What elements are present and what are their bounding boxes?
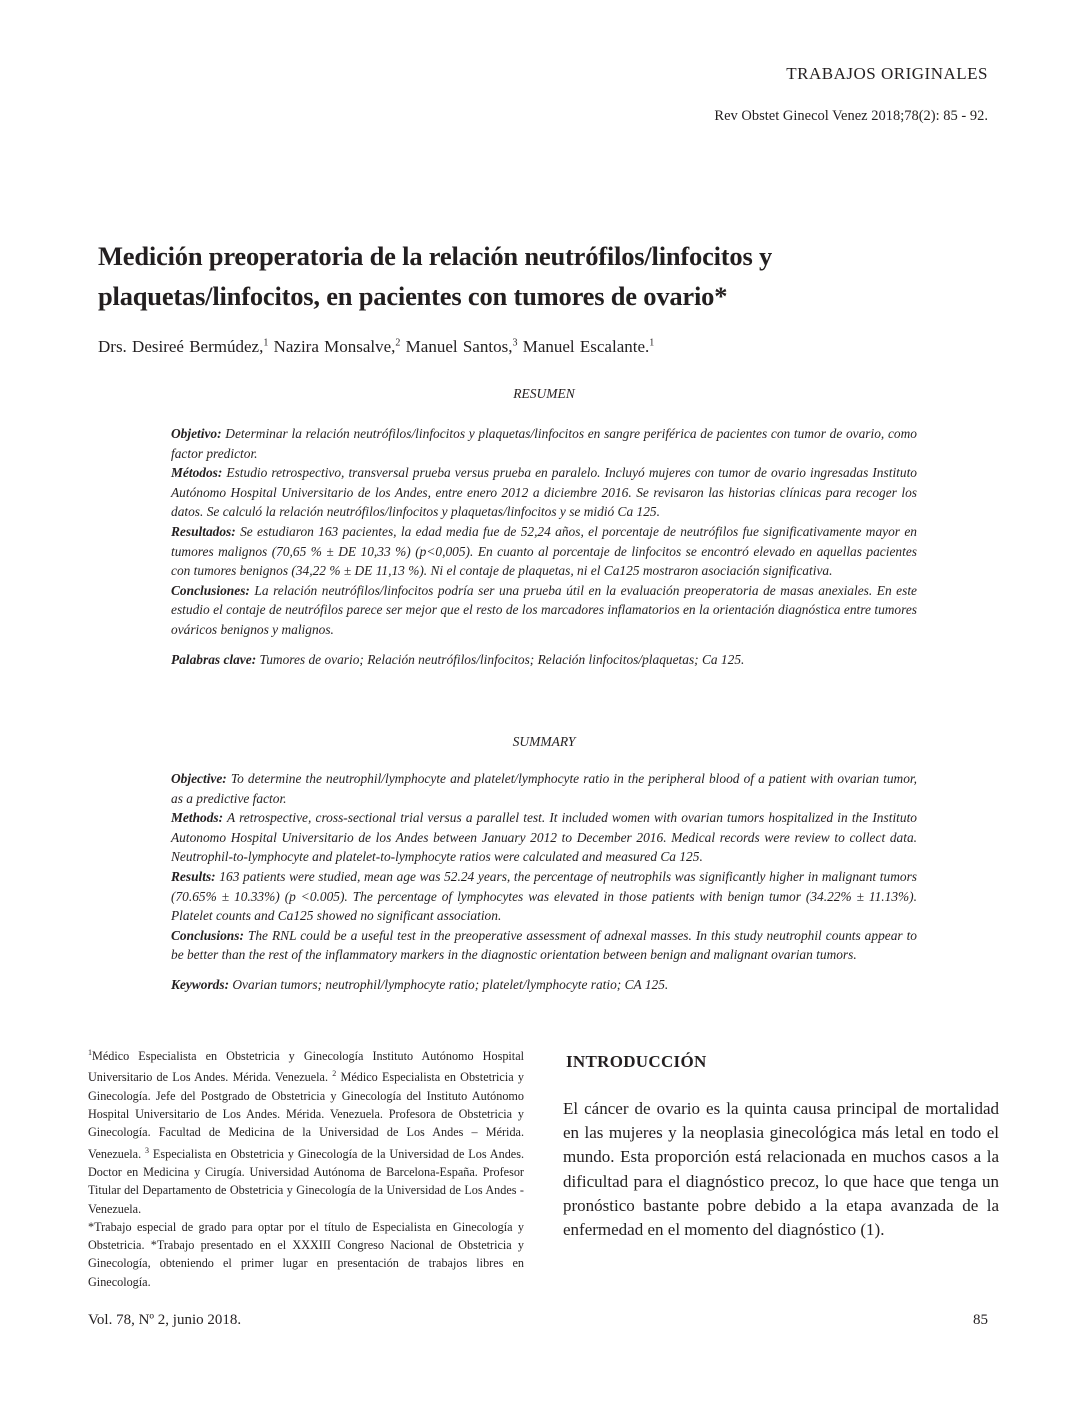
footer-volume: Vol. 78, Nº 2, junio 2018. <box>88 1312 242 1328</box>
resumen-metodos: Métodos: Estudio retrospectivo, transversal prueba versus prueba en paralelo. Incluyó mujeres con tumor de ovario ingresadas Instituto Autónomo Hospital Universitario de los Andes, entre enero 2012 a diciembre 2016. Se revisaron las historias clínicas para recoger los datos. Se calculó la relación neutrófilos/linfocitos y plaquetas/linfocitos y se midió Ca 125. <box>171 465 917 520</box>
title-line-2: plaquetas/linfocitos, en pacientes con tumores de ovario* <box>98 281 728 311</box>
resumen-palabras-clave: Palabras clave: Tumores de ovario; Relación neutrófilos/linfocitos; Relación linfocitos/plaquetas; Ca 125. <box>171 651 745 667</box>
summary-label: Methods: <box>171 810 224 826</box>
author-name: Manuel Escalante. <box>517 337 650 356</box>
title-line-1: Medición preoperatoria de la relación neutrófilos/linfocitos y <box>98 241 773 271</box>
resumen-label: Métodos: <box>171 465 223 481</box>
affiliation-mark: 2 <box>395 337 401 349</box>
page-number: 85 <box>973 1312 988 1328</box>
resumen-label: Conclusiones: <box>171 582 250 598</box>
resumen-resultados: Resultados: Se estudiaron 163 pacientes, la edad media fue de 52,24 años, el porcentaje de neutrófilos fue significativamente mayor en tumores malignos (70,65 % ± DE 10,33 %) (p<0,005). En cuanto al porcentaje de linfocitos se encontró elevado en aquellas pacientes con tumores benignos (34,22 % ± DE 11,13 %). Ni el contaje de plaquetas, ni el Ca125 mostraron asociación significativa. <box>171 523 917 579</box>
summary-label: Results: <box>171 868 216 884</box>
resumen-abstract <box>171 424 917 669</box>
affiliation-mark: 1 <box>263 337 269 349</box>
author-name: Drs. Desireé Bermúdez, <box>98 337 264 356</box>
summary-objective: Objective: To determine the neutrophil/lymphocyte and platelet/lymphocyte ratio in the peripheral blood of a patient with ovarian tumor, as a predictive factor. <box>171 771 917 806</box>
summary-label: Objective: <box>171 771 227 786</box>
journal-citation: Rev Obstet Ginecol Venez 2018;78(2): 85 - 92. <box>714 108 988 124</box>
summary-methods: Methods: A retrospective, cross-sectional trial versus a parallel test. It included women with ovarian tumors hospitalized in the Instituto Autonomo Hospital Universitario de los Andes between January 2012 to December 2016. Medical records were review to collect data. Neutrophil-to-lymphocyte and platelet-to-lymphocyte ratios were calculated and measured Ca 125. <box>171 810 917 865</box>
affiliation-mark: 3 <box>512 337 518 349</box>
resumen-heading: RESUMEN <box>513 386 575 401</box>
summary-results: Results: 163 patients were studied, mean age was 52.24 years, the percentage of neutrophils was significantly higher in malignant tumors (70.65% ± 10.33%) (p <0.005). The percentage of lymphocytes was elevated in those patients with benign tumor (34.22% ± 11.13%). Platelet counts and Ca125 showed no significant association. <box>171 868 917 924</box>
resumen-label: Objetivo: <box>171 426 222 441</box>
section-label: TRABAJOS ORIGINALES <box>786 64 988 83</box>
resumen-label: Palabras clave: <box>171 651 257 667</box>
article-title <box>98 236 998 316</box>
summary-heading: SUMMARY <box>512 734 576 749</box>
resumen-objetivo: Objetivo: Determinar la relación neutrófilos/linfocitos y plaquetas/linfocitos en sangre periférica de pacientes con tumor de ovario, como factor predictor. <box>171 426 917 461</box>
introduction-heading: INTRODUCCIÓN <box>566 1052 707 1071</box>
footnote-affiliations: $^1$Médico Especialista en Obstetricia y Ginecología Instituto Autónomo Hospital Universitario de Los Andes. Mérida. Venezuela. $^2$ Médico Especialista en Obstetricia y Ginecología. Jefe del Postgrado de Obstetricia y Ginecología del Instituto Autónomo Hospital Universitario de Los Andes. Mérida. Venezuela. Profesora de Obstetricia y Ginecología. Facultad de Medicina de la Universidad de Los Andes – Mérida. Venezuela. $^3$ Especialista en Obstetricia y Ginecología de la Universidad de Los Andes. Doctor en Medicina y Cirugía. Universidad Autónoma de Barcelona-España. Profesor Titular del Departamento de Obstetricia y Ginecología de la Universidad de Los Andes - Venezuela. <box>88 1048 524 1216</box>
affiliation-mark: 1 <box>649 337 655 349</box>
affiliation-footnotes <box>88 1044 524 1291</box>
summary-conclusions: Conclusions: The RNL could be a useful test in the preoperative assessment of adnexal masses. In this study neutrophil counts appear to be better than the rest of the inflammatory markers in the diagnostic orientation between benign and malignant ovarian tumors. <box>171 927 917 963</box>
summary-label: Conclusions: <box>171 927 244 943</box>
author-name: Manuel Santos, <box>400 337 513 356</box>
author-name: Nazira Monsalve, <box>268 337 396 356</box>
author-list <box>98 337 654 357</box>
summary-label: Keywords: <box>171 976 230 992</box>
footnote-work-note: *Trabajo especial de grado para optar por el título de Especialista en Ginecología y Obstetricia. *Trabajo presentado en el XXXIII Congreso Nacional de Obstetricia y Ginecología, obteniendo el primer lugar en presentación de trabajos libres en Ginecología. <box>88 1219 524 1289</box>
summary-abstract <box>171 769 917 995</box>
summary-keywords: Keywords: Ovarian tumors; neutrophil/lymphocyte ratio; platelet/lymphocyte ratio; CA 125. <box>171 976 669 992</box>
resumen-conclusiones: Conclusiones: La relación neutrófilos/linfocitos podría ser una prueba útil en la evaluación preoperatoria de masas anexiales. En este estudio el contaje de neutrófilos parece ser mejor que el resto de los marcadores inflamatorios en la orientación diagnóstica entre tumores ováricos benignos y malignos. <box>171 582 917 637</box>
introduction-paragraph: El cáncer de ovario es la quinta causa principal de mortalidad en las mujeres y la neoplasia ginecológica más letal en todo el mundo. Esta proporción está relacionada en muchos casos a la dificultad para el diagnóstico precoz, lo que hace que tenga un pronóstico bastante pobre debido a la etapa avanzada de la enfermedad en el momento del diagnóstico (1). <box>563 1099 999 1240</box>
resumen-label: Resultados: <box>171 523 236 539</box>
